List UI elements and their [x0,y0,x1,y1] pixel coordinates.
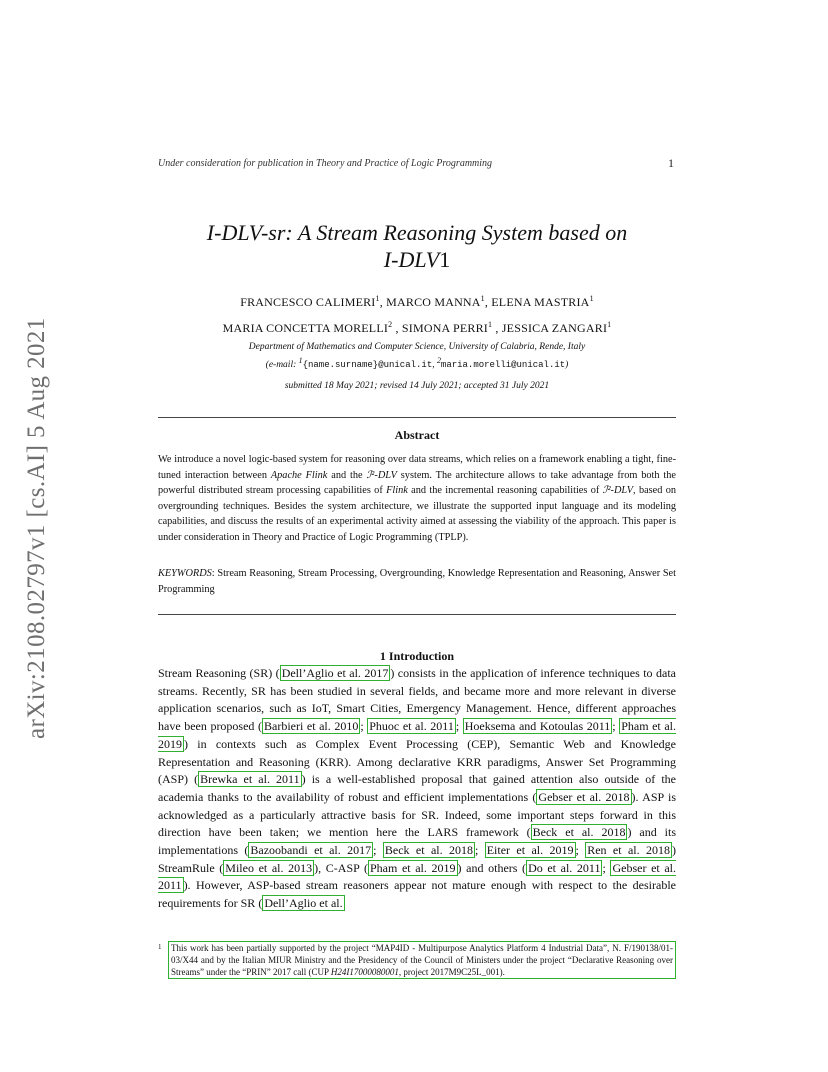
title-line-1: I-DLV-sr: A Stream Reasoning System based on [206,220,628,245]
introduction-paragraph [158,665,676,913]
citation-link[interactable]: Pham et al. 2019 [158,719,676,751]
author-affil-mark: 1 [375,294,380,303]
intro-text: Stream Reasoning (SR) ( [158,666,280,680]
submission-dates: submitted 18 May 2021; revised 14 July 2021; accepted 31 July 2021 [284,381,550,391]
citation-link[interactable]: Phuoc et al. 2011 [369,719,454,734]
intro-text: ). However, ASP-based stream reasoners appear not mature enough with respect to the desirable requirements for SR ( [158,878,676,911]
abstract-flink: Flink [386,485,408,497]
author-sep: , [492,321,502,335]
intro-text: ), C-ASP ( [314,860,368,875]
author-sep: , [392,321,402,335]
intro-text: ) and others ( [457,860,527,875]
page-number: 1 [668,156,674,170]
footnote-text: This work has been partially supported by the project “MAP4ID - Multipurpose Analytics Platform 4 Industrial Data”, N. F/190138/01-03/X44 and by the Italian MIUR Ministry and the Presidency of the Council of Ministers under the project “Declarative Reasoning over Streams” under the “PRIN” 2017 call (CUP [171,943,673,977]
keywords-list: : Stream Reasoning, Stream Processing, Overgrounding, Knowledge Representation and Reasoning, Answer Set Programming [158,568,676,595]
abstract-part: and the incremental reasoning capabilities of [407,485,603,497]
footnote-link[interactable] [168,941,676,979]
footnote-cup: H24I17000080001 [330,967,399,977]
intro-text: ; [360,719,368,734]
citation-link[interactable]: Gebser et al. 2018 [538,789,630,804]
abstract-heading: Abstract [394,428,440,442]
email-1: {name.surname}@unical.it [302,360,433,371]
intro-text: ) and its implementations ( [158,825,676,858]
abstract-part: system. The architecture allows to take advantage from both the powerful distributed stream processing capabilities of [158,469,677,497]
abstract-part: We introduce a novel logic-based system for reasoning over data streams, which relies on a framework enabling a tight, fine-tuned interaction between [158,454,676,481]
citation-link[interactable]: Mileo et al. 2013 [225,860,313,875]
email-prefix: (e-mail: [265,360,299,371]
affiliation [158,341,676,372]
author-affil-mark: 1 [607,320,612,329]
citation-link[interactable]: Barbieri et al. 2010 [264,719,359,734]
abstract-part: and the [327,469,367,481]
intro-text: ). ASP is acknowledged as a particularly attractive basis for SR. Indeed, some important steps forward in this direction have been taken; we mention here the LARS framework ( [158,789,677,840]
citation-link[interactable]: Eiter et al. 2019 [486,843,574,858]
email-sep: , [432,360,437,371]
citation-link[interactable]: Bazoobandi et al. 2017 [250,843,372,858]
author-affil-mark: 1 [589,294,594,303]
title-system-name: I-DLV [383,247,440,272]
citation-link[interactable]: Dell’Aglio et al. 2017 [281,666,389,680]
author-name: FRANCESCO CALIMERI [240,295,376,309]
author-name: MARCO MANNA [386,295,481,309]
title-line-2 [158,246,676,273]
author-sep: , [379,295,387,309]
citation-link[interactable]: Hoeksema and Kotoulas 2011 [464,719,611,734]
email-sup-1: 1 [298,356,303,365]
intro-text: ) StreamRule ( [158,843,677,875]
department: Department of Mathematics and Computer Science, University of Calabria, Rende, Italy [248,342,586,352]
abstract-text [158,452,676,546]
intro-text: ) consists in the application of inference techniques to data streams. Recently, SR has been studied in several fields, and became more and more relevant in diverse application scenarios, such as IoT, Smart Cities, Emergency Management. Hence, different approaches have been proposed ( [158,666,677,734]
author-affil-mark: 2 [388,320,393,329]
email-sup-2: 2 [436,356,441,365]
author-sep: , [484,295,492,309]
footnote [158,941,676,979]
intro-text: ) is a well-established proposal that gained attention also outside of the academia thanks to the availability of robust and efficient implementations ( [158,772,676,804]
intro-text: ; [373,843,383,858]
author-name: JESSICA ZANGARI [501,321,608,335]
intro-text: ; [602,860,611,875]
authors-line-2 [158,320,676,336]
arxiv-identifier: arXiv:2108.02797v1 [cs.AI] 5 Aug 2021 [23,317,50,739]
author-affil-mark: 1 [480,294,485,303]
footnote-text-end: , project 2017M9C25L_001). [398,967,505,977]
author-name: ELENA MASTRIA [491,295,590,309]
abstract-part: , based on overgrounding techniques. Besides the system architecture, we illustrate the supported input language and its modeling capabilities, and discuss the results of an experimental activity aimed at assessing the viability of the approach. This paper is under consideration in Theory and Practice of Logic Programming (TPLP). [158,485,677,543]
paper-title [158,219,676,273]
author-name: SIMONA PERRI [401,321,488,335]
keywords [158,566,676,597]
running-head: Under consideration for publication in Theory and Practice of Logic Programming [158,158,493,169]
email-line [158,354,676,372]
citation-link[interactable]: Beck et al. 2018 [384,843,473,858]
citation-link[interactable]: Dell’Aglio et al. [264,896,343,911]
citation-link[interactable]: Beck et al. 2018 [532,825,626,840]
email-2: maria.morelli@unical.it [440,360,566,371]
author-affil-mark: 1 [487,320,493,329]
intro-text: ; [575,843,586,858]
email-suffix: ) [565,360,569,371]
abstract-bottom-rule [158,614,676,615]
intro-text: ) in contexts such as Complex Event Processing (CEP), Semantic Web and Knowledge Representation and Reasoning (KRR). Among declarative KRR paradigms, Answer Set Programming (ASP) ( [158,736,676,787]
footnote-mark: 1 [158,943,162,951]
abstract-top-rule [158,417,676,418]
keywords-label: KEYWORDS [158,568,212,579]
intro-text: ; [455,719,463,734]
footnote-mark-title[interactable]: 1 [439,247,451,272]
intro-text: ; [612,719,620,734]
citation-link[interactable]: Pham et al. 2019 [369,860,456,875]
citation-link[interactable]: Brewka et al. 2011 [200,772,300,787]
citation-link[interactable]: Do et al. 2011 [528,860,601,875]
citation-link[interactable]: Ren et al. 2018 [587,843,671,858]
citation-link[interactable]: Gebser et al. 2011 [158,860,677,893]
intro-text: ; [475,843,485,858]
abstract-i2dlv: ℐ²-DLV [366,469,397,481]
abstract-apache-flink: Apache Flink [270,469,328,481]
abstract-i2dlv: ℐ²-DLV [602,485,634,497]
authors-line-1 [158,294,676,310]
author-name: MARIA CONCETTA MORELLI [222,321,389,335]
section-heading-introduction: 1 Introduction [379,649,455,663]
